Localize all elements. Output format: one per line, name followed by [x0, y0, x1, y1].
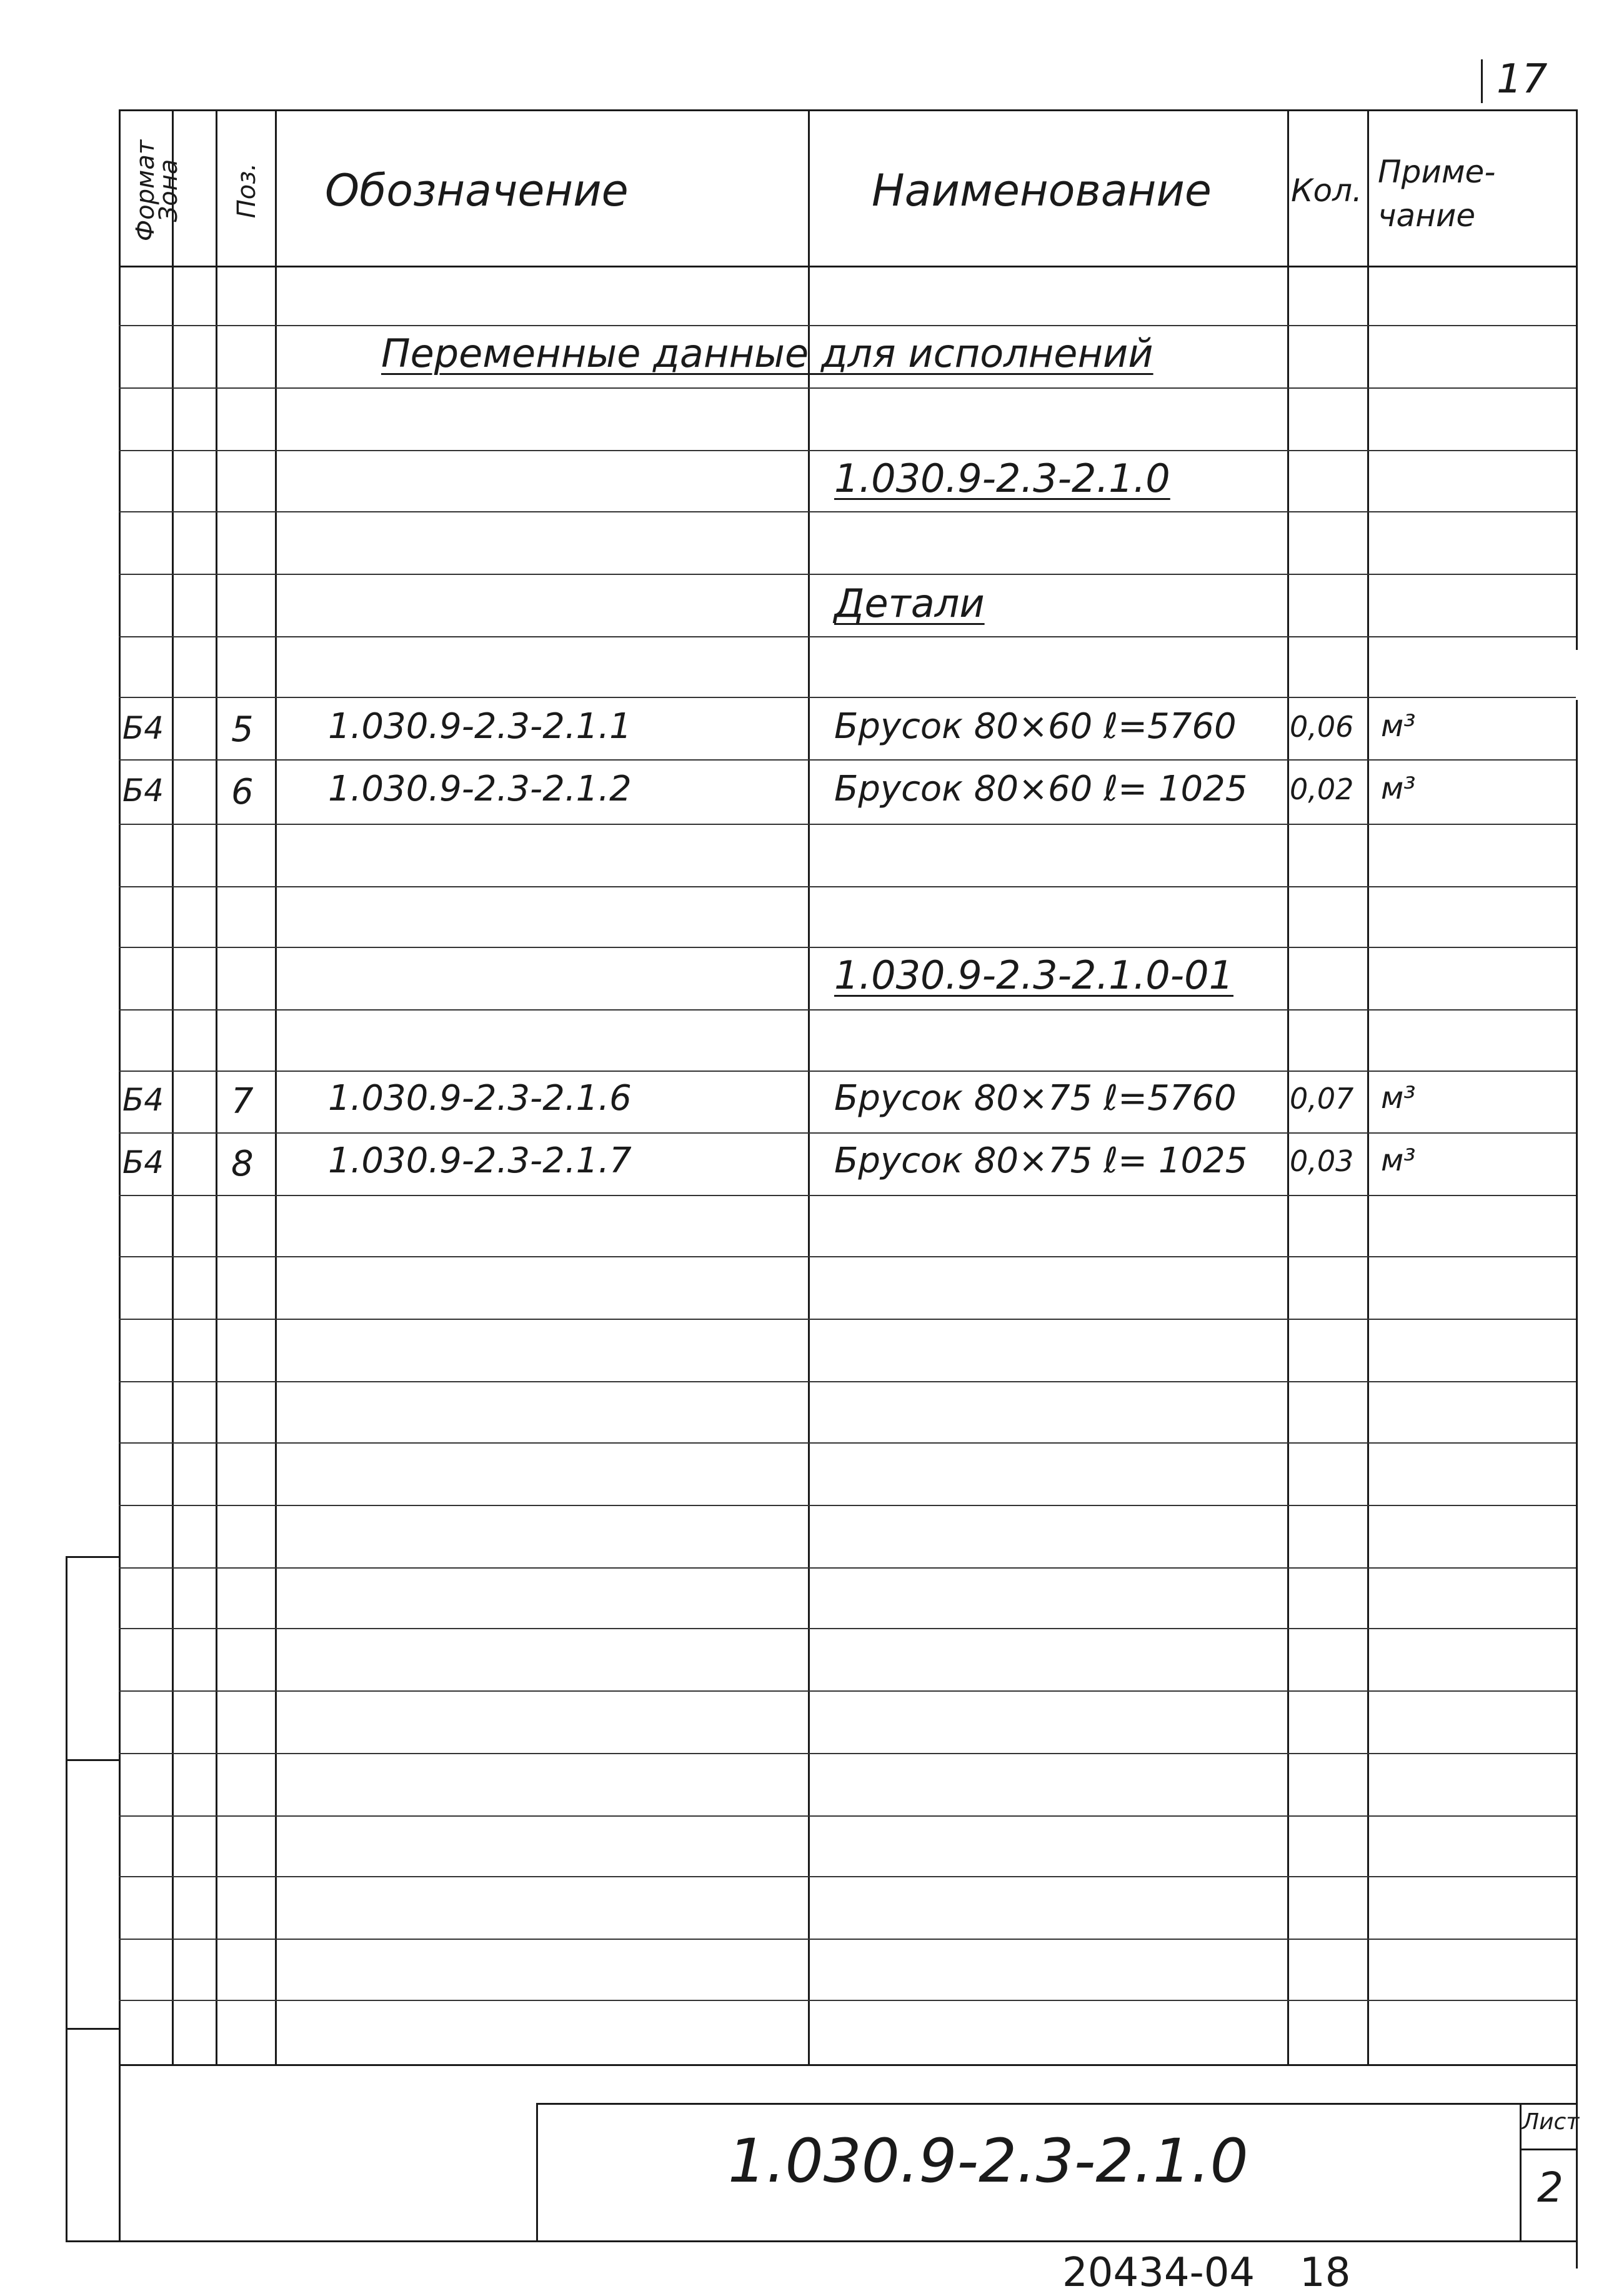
frame-bottom	[66, 2240, 1576, 2242]
frame-right-upper	[1576, 109, 1578, 650]
row-designation: 1.030.9-2.3-2.1.1	[328, 706, 632, 747]
row-line	[119, 759, 1576, 761]
header-name: Наименование	[872, 165, 1212, 216]
row-qty: 0,06	[1290, 710, 1354, 744]
row-note: м³	[1381, 771, 1416, 806]
row-line	[119, 1505, 1576, 1506]
row-format: Б4	[122, 710, 164, 746]
variant-code: 1.030.9-2.3-2.1.0	[834, 456, 1170, 501]
col-line-qty	[1367, 109, 1369, 2065]
row-line	[119, 886, 1576, 887]
row-pos: 6	[231, 772, 254, 812]
row-note: м³	[1381, 1143, 1416, 1178]
row-pos: 7	[231, 1081, 254, 1122]
frame-right-lower	[1576, 700, 1578, 2269]
row-qty: 0,03	[1290, 1144, 1354, 1178]
title-block-sheet-divider	[1520, 2103, 1522, 2240]
row-line	[119, 1939, 1576, 1940]
sheet-number: 2	[1537, 2164, 1563, 2212]
row-format: Б4	[122, 1082, 164, 1118]
row-name: Брусок 80×60 ℓ= 1025	[834, 769, 1248, 809]
row-line	[119, 1442, 1576, 1444]
row-qty: 0,02	[1290, 772, 1354, 806]
title-block-sheet-line	[1520, 2149, 1576, 2150]
binding-strip-tick-3	[66, 2028, 121, 2030]
row-line	[119, 574, 1576, 575]
header-note-line1: Приме-	[1378, 154, 1496, 190]
row-name: Брусок 80×75 ℓ=5760	[834, 1078, 1237, 1119]
row-designation: 1.030.9-2.3-2.1.6	[328, 1078, 632, 1119]
row-line	[119, 1009, 1576, 1011]
binding-strip-tick-1	[66, 1556, 121, 1558]
row-note: м³	[1381, 1081, 1416, 1116]
header-qty: Кол.	[1291, 172, 1362, 209]
title-block-top	[536, 2103, 1576, 2105]
variant-code: 1.030.9-2.3-2.1.0-01	[834, 952, 1234, 998]
col-line-name	[1287, 109, 1289, 2065]
title-block-left	[536, 2103, 538, 2240]
page-number: 17	[1497, 56, 1548, 102]
header-note-line2: чание	[1378, 197, 1476, 234]
header-designation: Обозначение	[325, 165, 629, 216]
archive-page: 18	[1300, 2250, 1351, 2296]
row-line	[119, 1381, 1576, 1382]
row-line	[119, 1876, 1576, 1877]
row-name: Брусок 80×75 ℓ= 1025	[834, 1141, 1248, 1181]
row-line	[119, 1628, 1576, 1629]
col-line-pos	[275, 109, 277, 2065]
frame-top	[119, 109, 1576, 111]
col-line-designation	[808, 109, 810, 2065]
binding-strip-edge	[66, 1556, 67, 2240]
row-line	[119, 450, 1576, 451]
sheet-label: Лист	[1522, 2109, 1580, 2135]
col-line-format	[172, 109, 174, 2065]
row-pos: 5	[231, 709, 254, 750]
row-designation: 1.030.9-2.3-2.1.2	[328, 769, 632, 809]
row-line	[119, 947, 1576, 948]
page-number-divider	[1481, 59, 1483, 103]
row-line	[119, 1256, 1576, 1257]
header-zone: Зона	[154, 159, 183, 222]
binding-strip-tick-2	[66, 1759, 121, 1761]
row-line	[119, 325, 1576, 326]
archive-number: 20434-04	[1062, 2250, 1255, 2296]
row-line	[119, 824, 1576, 825]
row-line	[119, 1319, 1576, 1320]
row-qty: 0,07	[1290, 1082, 1354, 1116]
row-line	[119, 697, 1576, 698]
row-line	[119, 387, 1576, 389]
header-format: Формат	[131, 139, 160, 242]
row-pos: 8	[231, 1144, 254, 1184]
row-note: м³	[1381, 709, 1416, 744]
section-title: Переменные данные для исполнений	[381, 331, 1153, 376]
row-format: Б4	[122, 1144, 164, 1180]
group-title: Детали	[834, 581, 985, 626]
row-line	[119, 1690, 1576, 1692]
row-line	[119, 511, 1576, 512]
row-line	[119, 1567, 1576, 1569]
row-line	[119, 2000, 1576, 2001]
header-bottom-line	[119, 266, 1576, 267]
row-line	[119, 1071, 1576, 1072]
document-code: 1.030.9-2.3-2.1.0	[728, 2126, 1248, 2196]
row-line	[119, 636, 1576, 637]
col-line-zone	[216, 109, 217, 2065]
row-designation: 1.030.9-2.3-2.1.7	[328, 1141, 632, 1181]
header-pos: Поз.	[232, 162, 261, 219]
row-line	[119, 1753, 1576, 1754]
row-line	[119, 1195, 1576, 1196]
frame-left	[119, 109, 121, 2240]
row-line	[119, 1132, 1576, 1134]
table-bottom-line	[119, 2064, 1576, 2066]
row-line	[119, 1815, 1576, 1817]
row-name: Брусок 80×60 ℓ=5760	[834, 706, 1237, 747]
row-format: Б4	[122, 772, 164, 809]
